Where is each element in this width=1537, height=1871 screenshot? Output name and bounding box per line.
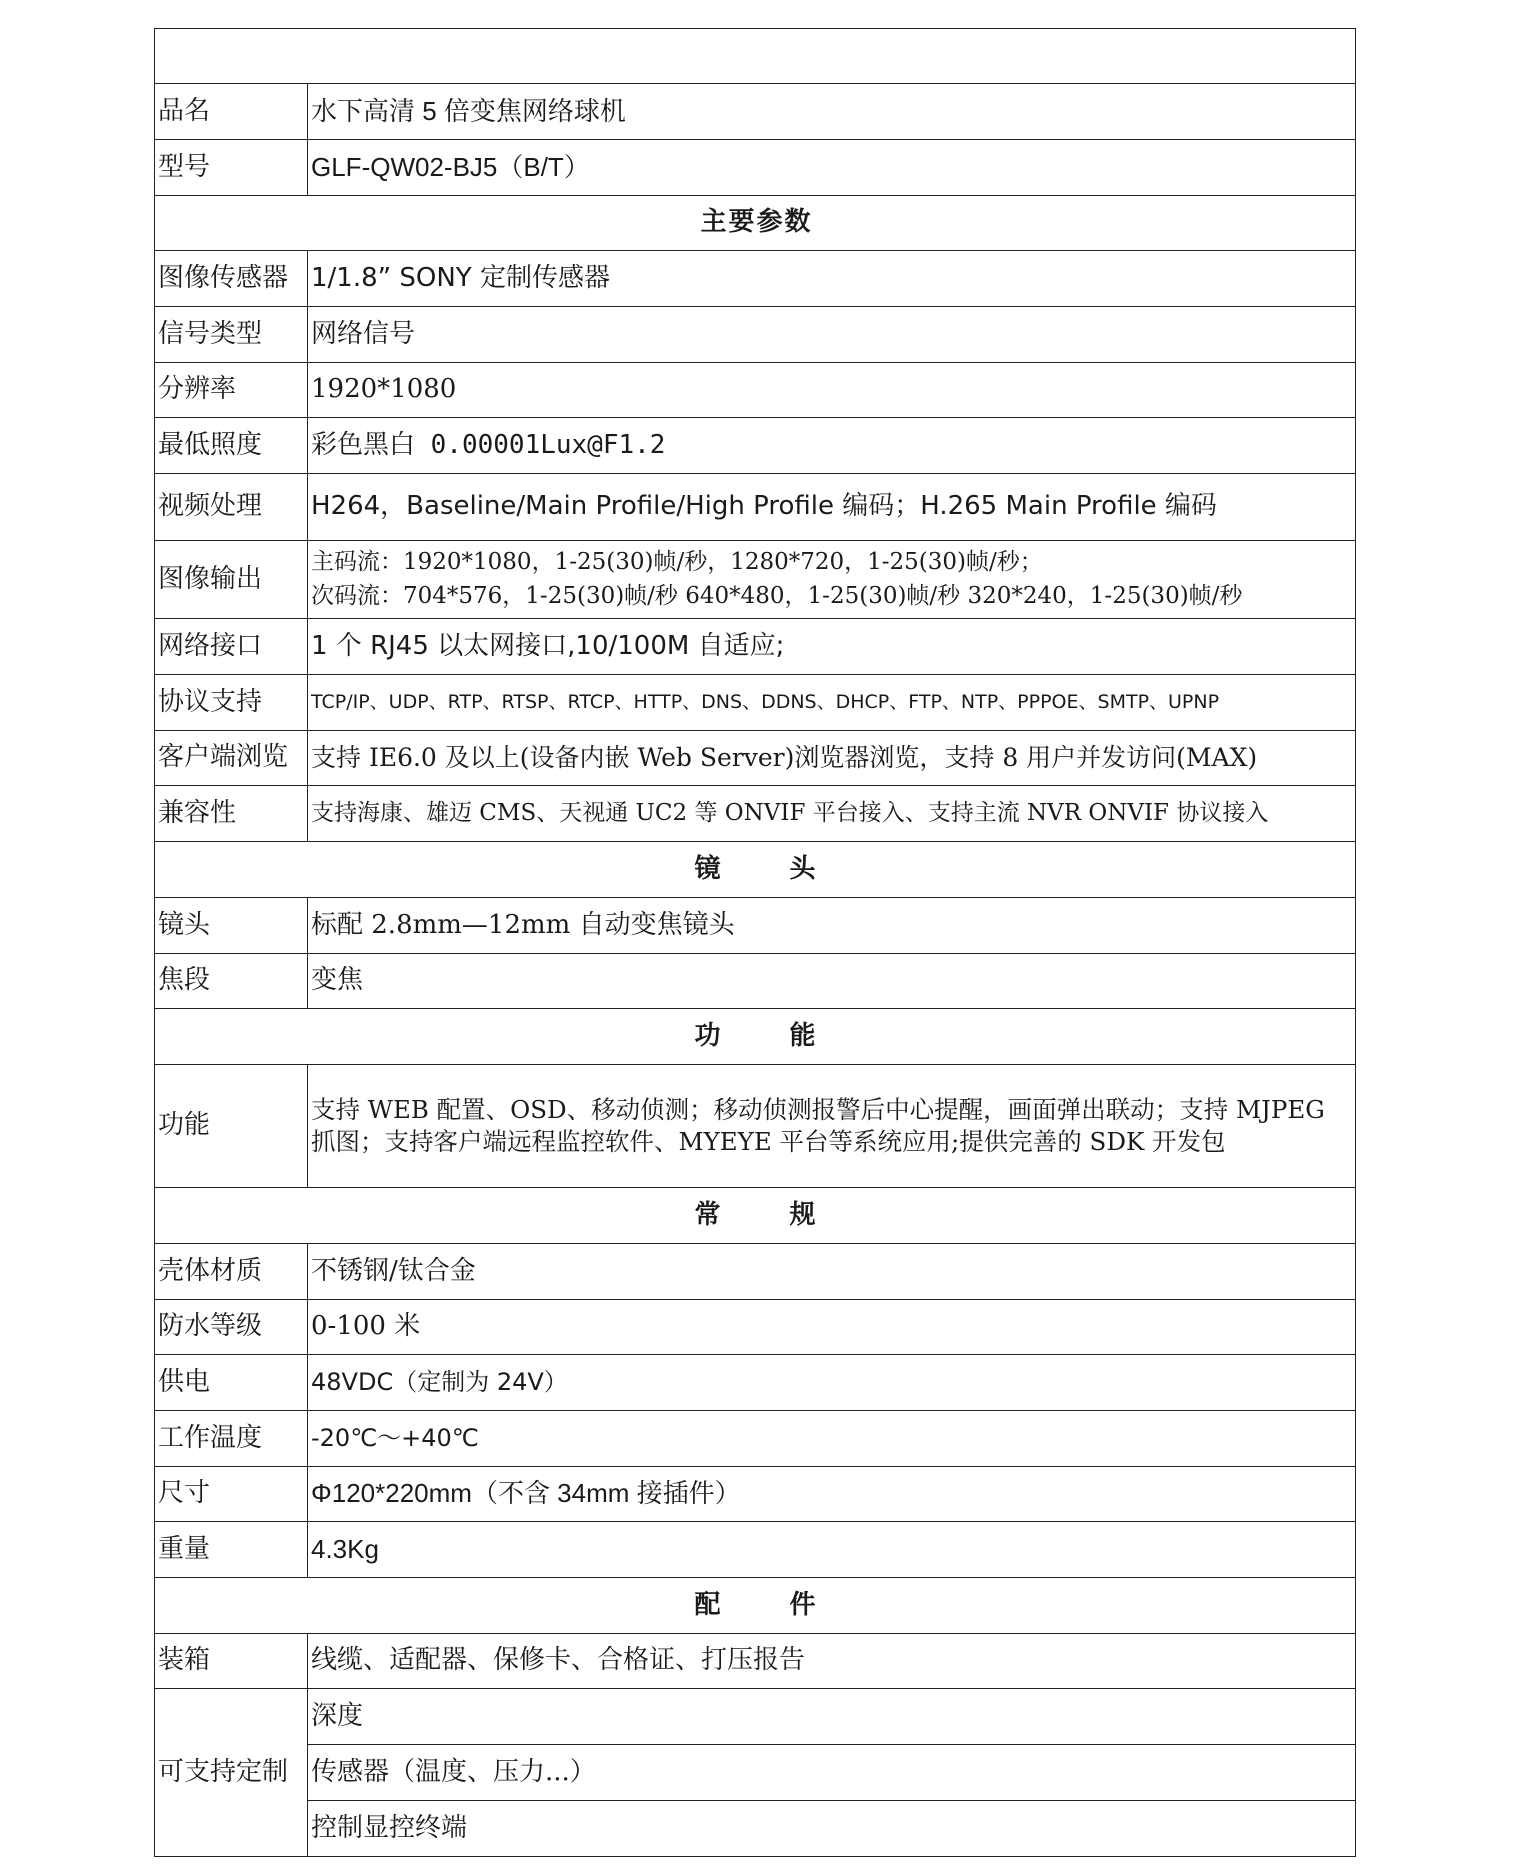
row-label-video: 视频处理 [155, 474, 308, 541]
table-row [155, 140, 1356, 196]
function-value [308, 1065, 1356, 1188]
packing-value: 线缆、适配器、保修卡、合格证、打压报告 [308, 1634, 1356, 1689]
header-row-empty [155, 29, 1356, 84]
focal-value: 变焦 [308, 954, 1356, 1009]
empty-header-cell [155, 29, 1356, 84]
row-label-waterproof: 防水等级 [155, 1300, 308, 1355]
table-row [155, 418, 1356, 474]
table-row [155, 731, 1356, 786]
row-label-network: 网络接口 [155, 619, 308, 675]
output-value [308, 541, 1356, 619]
row-label-function: 功能 [155, 1065, 308, 1188]
row-label-lens: 镜头 [155, 898, 308, 954]
row-label-power: 供电 [155, 1355, 308, 1411]
row-label-resolution: 分辨率 [155, 363, 308, 418]
temp-value: -20℃～+40℃ [308, 1411, 1356, 1467]
table-row [155, 1411, 1356, 1467]
row-label-client: 客户端浏览 [155, 731, 308, 786]
section-row [155, 196, 1356, 251]
table-row [155, 1065, 1356, 1188]
row-label-packing: 装箱 [155, 1634, 308, 1689]
waterproof-value: 0-100 米 [308, 1300, 1356, 1355]
table-row [155, 1244, 1356, 1300]
section-lens: 镜 头 [155, 842, 1356, 898]
output-sub-stream: 次码流：704*576，1-25(30)帧/秒 640*480，1-25(30)帧/秒 320*240，1-25(30)帧/秒 [311, 582, 1243, 609]
table-row [155, 675, 1356, 731]
row-label-custom: 可支持定制 [155, 1689, 308, 1857]
row-label-min-lux: 最低照度 [155, 418, 308, 474]
row-label-output: 图像输出 [155, 541, 308, 619]
section-general: 常 规 [155, 1188, 1356, 1244]
weight-value: 4.3Kg [308, 1522, 1356, 1578]
row-label-temp: 工作温度 [155, 1411, 308, 1467]
function-line-1: 支持 WEB 配置、OSD、移动侦测；移动侦测报警后中心提醒，画面弹出联动；支持 MJPEG [311, 1095, 1325, 1125]
table-row [155, 363, 1356, 418]
lens-value: 标配 2.8mm—12mm 自动变焦镜头 [308, 898, 1356, 954]
product-name-value: 水下高清 5 倍变焦网络球机 [308, 84, 1356, 140]
table-row [155, 1522, 1356, 1578]
compat-value: 支持海康、雄迈 CMS、天视通 UC2 等 ONVIF 平台接入、支持主流 NVR ONVIF 协议接入 [308, 786, 1356, 842]
function-line-2: 抓图；支持客户端远程监控软件、MYEYE 平台等系统应用;提供完善的 SDK 开发包 [311, 1127, 1226, 1156]
model-value: GLF-QW02-BJ5（B/T） [308, 140, 1356, 196]
section-main-params: 主要参数 [155, 196, 1356, 251]
power-value: 48VDC（定制为 24V） [308, 1355, 1356, 1411]
custom-item-sensor: 传感器（温度、压力...） [308, 1745, 1356, 1801]
section-function: 功 能 [155, 1009, 1356, 1065]
row-label-product-name: 品名 [155, 84, 308, 140]
table-row [155, 541, 1356, 619]
table-row [155, 1801, 1356, 1857]
custom-item-depth: 深度 [308, 1689, 1356, 1745]
housing-value: 不锈钢/钛合金 [308, 1244, 1356, 1300]
table-row [155, 1745, 1356, 1801]
client-value: 支持 IE6.0 及以上(设备内嵌 Web Server)浏览器浏览，支持 8 用户并发访问(MAX) [308, 731, 1356, 786]
resolution-value: 1920*1080 [308, 363, 1356, 418]
table-row [155, 251, 1356, 307]
row-label-weight: 重量 [155, 1522, 308, 1578]
row-label-sensor: 图像传感器 [155, 251, 308, 307]
table-row [155, 1355, 1356, 1411]
row-label-protocol: 协议支持 [155, 675, 308, 731]
section-row [155, 1009, 1356, 1065]
row-label-model: 型号 [155, 140, 308, 196]
custom-item-terminal: 控制显控终端 [308, 1801, 1356, 1857]
spec-table [154, 28, 1356, 1857]
size-value: Φ120*220mm（不含 34mm 接插件） [308, 1467, 1356, 1522]
network-value: 1 个 RJ45 以太网接口,10/100M 自适应; [308, 619, 1356, 675]
row-label-signal: 信号类型 [155, 307, 308, 363]
sensor-value: 1/1.8” SONY 定制传感器 [308, 251, 1356, 307]
table-row [155, 474, 1356, 541]
protocol-value: TCP/IP、UDP、RTP、RTSP、RTCP、HTTP、DNS、DDNS、DHCP、FTP、NTP、PPPOE、SMTP、UPNP [308, 675, 1356, 731]
signal-value: 网络信号 [308, 307, 1356, 363]
table-row [155, 619, 1356, 675]
section-row [155, 1188, 1356, 1244]
min-lux-value: 彩色黑白 0.00001Lux@F1.2 [308, 418, 1356, 474]
row-label-compat: 兼容性 [155, 786, 308, 842]
section-row [155, 842, 1356, 898]
section-accessories: 配 件 [155, 1578, 1356, 1634]
table-row [155, 307, 1356, 363]
section-row [155, 1578, 1356, 1634]
video-value: H264，Baseline/Main Profile/High Profile 编码；H.265 Main Profile 编码 [308, 474, 1356, 541]
table-row [155, 1634, 1356, 1689]
table-row [155, 954, 1356, 1009]
table-row [155, 1300, 1356, 1355]
row-label-housing: 壳体材质 [155, 1244, 308, 1300]
table-row [155, 84, 1356, 140]
table-row [155, 1467, 1356, 1522]
table-row [155, 1689, 1356, 1745]
row-label-focal: 焦段 [155, 954, 308, 1009]
table-row [155, 786, 1356, 842]
row-label-size: 尺寸 [155, 1467, 308, 1522]
output-main-stream: 主码流：1920*1080，1-25(30)帧/秒，1280*720，1-25(30)帧/秒； [311, 549, 1043, 576]
table-row [155, 898, 1356, 954]
